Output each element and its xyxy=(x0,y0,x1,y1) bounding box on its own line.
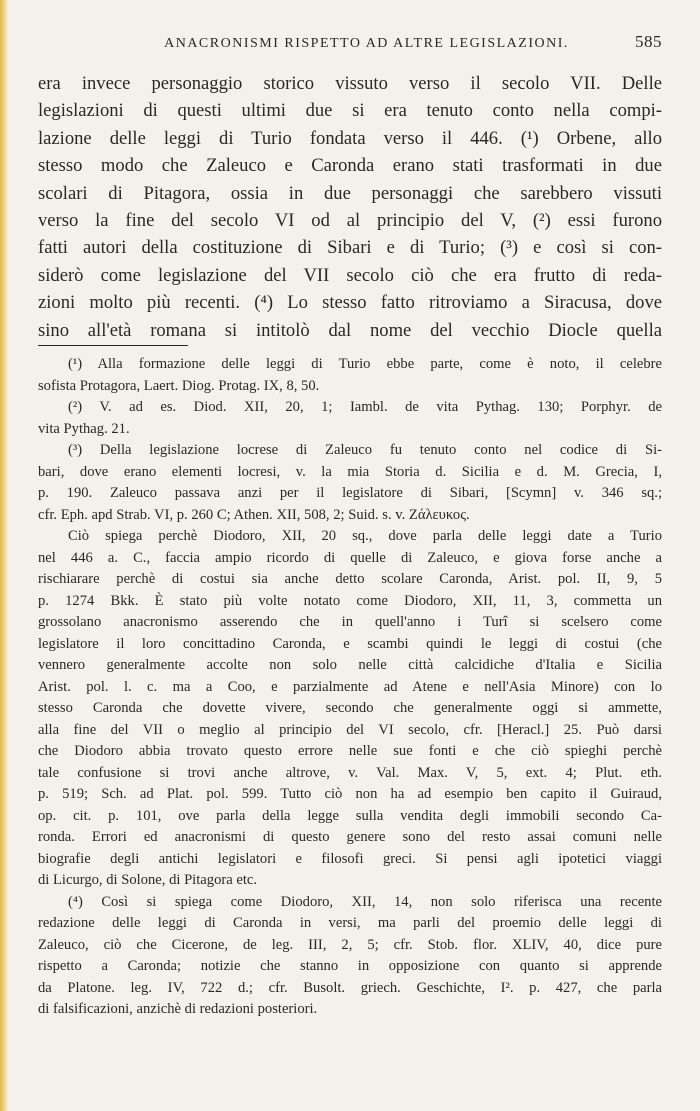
text-line: zioni molto più recenti. (⁴) Lo stesso fatto ritroviamo a Siracusa, dove xyxy=(38,292,662,314)
footnote-line: nel 446 a. C., faccia ampio ricordo di quelle di Zaleuco, e giova forse anche a xyxy=(38,549,662,566)
text-line: lazione delle leggi di Turio fondata verso il 446. (¹) Orbene, allo xyxy=(38,127,662,149)
footnote-line: rischiarare perchè di costui sia anche detto scolare Caronda, Arist. pol. II, 9, 5 xyxy=(38,571,662,587)
main-text xyxy=(38,70,662,344)
footnote-line: ronda. Errori ed anacronismi di questo genere sono del resto assai comuni nelle xyxy=(38,829,662,845)
footnote-line: tale confusione si trovi anche altrove, v. Val. Max. V, 5, ext. 4; Plut. eth. xyxy=(38,764,662,781)
footnote-line: cfr. Eph. apd Strab. VI, p. 260 C; Athen. XII, 508, 2; Suid. s. v. Ζάλευκος. xyxy=(38,506,470,523)
page-edge xyxy=(0,0,8,1111)
text-line: era invece personaggio storico vissuto verso il secolo VII. Delle xyxy=(38,73,662,94)
footnote-line: stesso Caronda che dovette vivere, secondo che generalmente oggi si ammette, xyxy=(38,700,662,716)
footnote-separator xyxy=(38,345,188,346)
footnote-line: vita Pythag. 21. xyxy=(38,420,130,437)
page-number: 585 xyxy=(635,32,662,51)
footnote-line: Ciò spiega perchè Diodoro, XII, 20 sq., dove parla delle leggi date a Turio xyxy=(68,528,662,544)
footnote-line: biografie degli antichi legislatori e filosofi greci. Si pensi agli ipotetici viaggi xyxy=(38,850,662,867)
footnote-line: (¹) Alla formazione delle leggi di Turio ebbe parte, come è noto, il celebre xyxy=(68,356,662,372)
footnote-line: Arist. pol. l. c. ma a Coo, e parzialmente ad Atene e nell'Asia Minore) con lo xyxy=(38,678,662,695)
footnote-line: alla fine del VII o meglio al principio del VI secolo, cfr. [Heracl.] 25. Può darsi xyxy=(38,721,662,738)
text-line: sino all'età romana si intitolò dal nome del vecchio Diocle quella xyxy=(38,319,662,341)
footnote-line: (³) Della legislazione locrese di Zaleuco fu tenuto conto nel codice di Si- xyxy=(68,442,662,458)
text-line: scolari di Pitagora, ossia in due personaggi che sarebbero vissuti xyxy=(38,182,662,204)
footnote-line: che Diodoro abbia trovato questo errore nelle sue fonti e che ciò spieghi perchè xyxy=(38,743,662,759)
text-line: siderò come legislazione del VII secolo ciò che era frutto di reda- xyxy=(38,264,662,286)
text-line: legislazioni di questi ultimi due si era tenuto conto nella compi- xyxy=(38,100,662,122)
text-line: verso la fine del secolo VI od al principio del V, (²) essi furono xyxy=(38,210,662,232)
text-line: stesso modo che Zaleuco e Caronda erano stati trasformati in due xyxy=(38,155,662,177)
footnote-line: p. 1274 Bkk. È stato più volte notato come Diodoro, XII, 11, 3, commetta un xyxy=(38,592,662,609)
footnote-line: p. 519; Sch. ad Plat. pol. 599. Tutto ciò non ha ad esempio ben capito il Guiraud, xyxy=(38,786,662,802)
footnote-line: grossolano anacronismo asserendo che in quell'anno i Turî si scelsero come xyxy=(38,614,662,630)
footnotes xyxy=(38,354,662,1021)
text-line: fatti autori della costituzione di Sibari e di Turio; (³) e così si con- xyxy=(38,237,662,259)
running-head xyxy=(38,32,662,52)
running-title: ANACRONISMI RISPETTO AD ALTRE LEGISLAZIONI. xyxy=(164,36,569,51)
footnote-line: (²) V. ad es. Diod. XII, 20, 1; Iambl. de vita Pythag. 130; Porphyr. de xyxy=(68,399,662,415)
footnote-line: Zaleuco, ciò che Cicerone, de leg. III, 2, 5; cfr. Stob. flor. XLIV, 40, dice pure xyxy=(38,936,662,953)
footnote-line: bari, dove erano elementi locresi, v. la mia Storia d. Sicilia e d. M. Grecia, I, xyxy=(38,463,662,480)
footnote-line: redazione delle leggi di Caronda in versi, ma parli del proemio delle leggi di xyxy=(38,915,662,931)
footnote-line: (⁴) Così si spiega come Diodoro, XII, 14, non solo riferisca una recente xyxy=(68,893,662,910)
footnote-line: rispetto a Caronda; notizie che stanno in opposizione con quanto si apprende xyxy=(38,958,662,974)
footnote-line: op. cit. p. 101, ove parla della legge sulla vendita degli immobili secondo Ca- xyxy=(38,807,662,824)
footnote-line: p. 190. Zaleuco passava anzi per il legislatore di Sibari, [Scymn] v. 346 sq.; xyxy=(38,485,662,501)
footnote-line: legislatore il loro concittadino Caronda, e scambi quindi le leggi di costui (che xyxy=(38,635,662,652)
footnote-line: vennero generalmente accolte non solo nelle città calcidiche d'Italia e Sicilia xyxy=(38,657,662,673)
footnote-line: sofista Protagora, Laert. Diog. Protag. IX, 8, 50. xyxy=(38,377,320,394)
footnote-line: da Platone. leg. IV, 722 d.; cfr. Busolt. griech. Geschichte, I². p. 427, che parla xyxy=(38,979,662,996)
footnote-line: di falsificazioni, anzichè di redazioni posteriori. xyxy=(38,1001,318,1017)
footnote-line: di Licurgo, di Solone, di Pitagora etc. xyxy=(38,872,258,888)
